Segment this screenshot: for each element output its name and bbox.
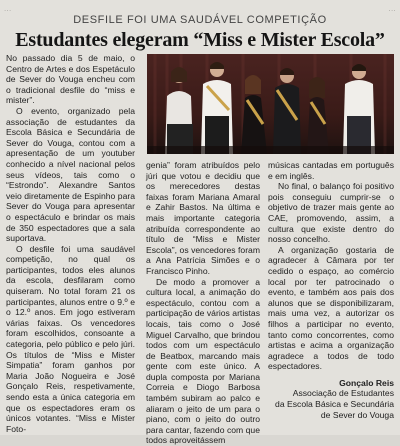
article-column-2: [146, 160, 260, 446]
article-headline: Estudantes elegeram “Miss e Mister Escola”: [15, 29, 385, 51]
paragraph: No final, o balanço foi positivo pois conseguiu cumprir-se o objetivo de trazer mais gente ao CAE, promovendo, assim, a cultura que existe dentro do nosso concelho.: [268, 181, 394, 245]
bleed-through-text-left: ...: [4, 4, 12, 13]
stage-group-photo: [147, 54, 394, 154]
bleed-through-text-right: ...: [388, 4, 396, 13]
paragraph: De modo a promover a cultura local, a animação do espectáculo, contou com a participação de vários artistas locais, tais como o José Miguel Carvalho, que brindou todos com um espectáculo de Beatbox, marcando mais gente com este único. A dupla composta por Mariana Correia e Diogo Barbosa também subiram ao palco e aliaram o jeito de um para o piano, com o jeito do outro para cantar, fazendo com que todos aproveitássem: [146, 276, 260, 446]
article-column-1: [6, 53, 135, 434]
author-affiliation-line: de Sever do Vouga: [320, 409, 394, 420]
paragraph: No passado dia 5 de maio, o Centro de Artes e dos Espetáculo de Sever do Vouga encheu com o tradicional desfile do “miss e mister”.: [6, 53, 135, 106]
author-affiliation-line: da Escola Básica e Secundária: [275, 399, 394, 410]
paragraph: O evento, organizado pela associação de estudantes da Escola Básica e Secundária de Sever do Vouga, contou com a apresentação de um youtuber conhecido a nível nacional pelos seus vídeos, tais como o “Estrondo”. Alexandre Santos veio diretamente de Espinho para Sever do Vouga para apresentar o espectáculo e brindar os mais de 350 espectadores que a sala suportava.: [6, 105, 135, 244]
article-kicker: DESFILE FOI UMA SAUDÁVEL COMPETIÇÃO: [73, 14, 327, 26]
author-affiliation-line: Associação de Estudantes: [292, 388, 394, 399]
paragraph: músicas cantadas em português e em inglês.: [268, 160, 394, 181]
paragraph: A organização gostaria de agradecer à Câmara por ter cedido o espaço, ao comércio local por ter patrocinado o evento, e também aos pais dos alunos que se disponibilizaram, mais uma vez, a autorizar os filhos a participar no evento, tanto como concorrentes, como artistas e acima a organização agradece a todos de todo espectadores.: [268, 244, 394, 372]
paragraph: O desfile foi uma saudável competição, no qual os participantes, todos eles alunos da escola, desfilaram como quiseram. No total foram 21 os participantes, alunos entre o 9.º e o 12.º anos. Em jogo estiveram várias faixas. Os vencedores foram escolhidos, consoante a categoria, pelo público e pelo júri. Os títulos de “Miss e Mister Simpatia” foram ganhos por Maria João Nogueira e José Gonçalo Reis, respetivamente, sendo esta a única categoria em que os espectadores eram os únicos votantes. “Miss e Mister Foto-: [6, 243, 135, 434]
group-photo-icon: [147, 54, 394, 154]
paragraph: genia” foram atribuídos pelo júri que votou e decidiu que os merecedores destas faixas foram Mariana Amaral e Zahir Bastos. Na última e mais importante categoria atribuída correspondente ao título de “Miss e Mister Escola”, os vencedores foram a Ana Patrícia Simões e o Francisco Pinho.: [146, 160, 260, 276]
author-signature: [268, 378, 394, 420]
article-column-3: [268, 160, 394, 420]
author-name: Gonçalo Reis: [339, 377, 394, 388]
